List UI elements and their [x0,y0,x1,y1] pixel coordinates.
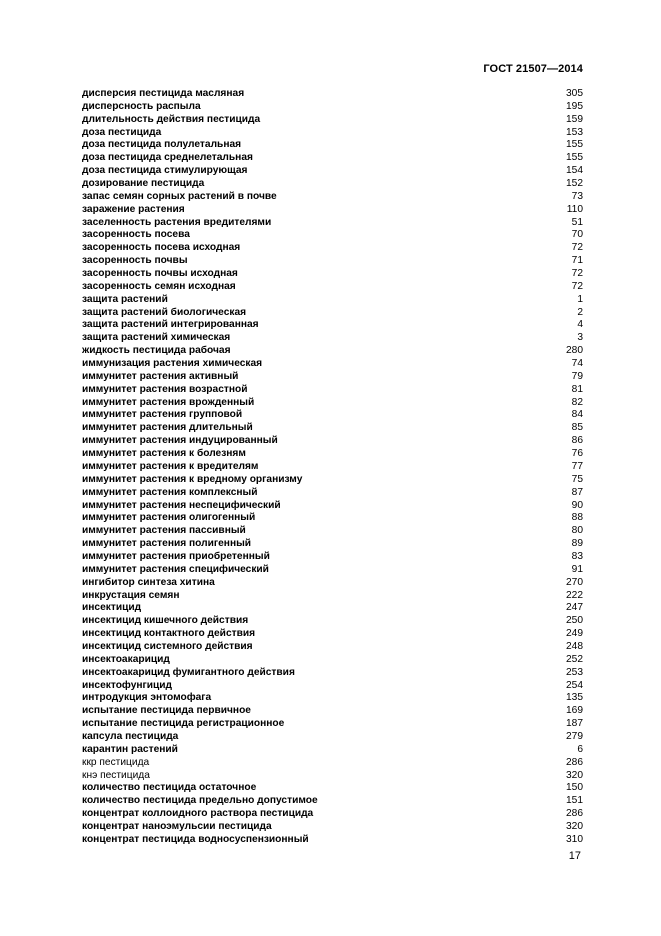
index-term: иммунитет растения к болезням [82,448,246,460]
index-entry [82,667,583,680]
index-term-number: 88 [571,512,583,524]
index-term: иммунитет растения специфический [82,563,269,575]
index-term: дисперсность распыла [82,100,201,112]
index-term-number: 89 [571,538,583,550]
index-term: ккр пестицида [82,756,150,768]
index-term: карантин растений [82,743,178,755]
index-term-number: 153 [566,126,583,138]
index-term-number: 286 [566,756,583,768]
index-term-number: 81 [571,383,583,395]
index-term-number: 72 [571,242,583,254]
index-entry [82,757,583,770]
index-term: доза пестицида среднелетальная [82,152,253,164]
index-term-number: 76 [571,448,583,460]
index-term-number: 150 [566,782,583,794]
index-term: иммунитет растения олигогенный [82,512,256,524]
index-term-number: 6 [577,743,583,755]
index-term-number: 222 [566,589,583,601]
index-term-number: 4 [577,319,583,331]
index-entry [82,590,583,603]
index-term-number: 75 [571,473,583,485]
index-term-number: 280 [566,345,583,357]
index-term: засоренность посева [82,229,190,241]
index-entry [82,88,583,101]
index-term: иммунитет растения неспецифический [82,499,281,511]
index-term-number: 159 [566,113,583,125]
index-entry [82,795,583,808]
index-entry [82,680,583,693]
index-term: количество пестицида остаточное [82,782,257,794]
index-entry [82,602,583,615]
index-term-number: 74 [571,358,583,370]
index-term-number: 90 [571,499,583,511]
index-term-number: 305 [566,88,583,99]
index-term-number: 310 [566,833,583,845]
index-entry [82,191,583,204]
index-term: иммунитет растения длительный [82,422,253,434]
index-entry [82,731,583,744]
index-term-number: 320 [566,820,583,832]
index-term: инсектицид кишечного действия [82,615,249,627]
index-term: иммунитет растения приобретенный [82,550,270,562]
index-term: иммунитет растения активный [82,370,239,382]
index-term: иммунитет растения к вредному организму [82,473,303,485]
index-term: засоренность почвы [82,255,188,267]
index-term: жидкость пестицида рабочая [82,345,231,357]
index-entry [82,641,583,654]
index-entry [82,744,583,757]
index-term-number: 85 [571,422,583,434]
index-term: интродукция энтомофага [82,692,212,704]
index-term: дозирование пестицида [82,178,205,190]
index-term: засоренность семян исходная [82,280,236,292]
index-entry [82,808,583,821]
index-term-number: 155 [566,152,583,164]
index-term: иммунитет растения пассивный [82,525,246,537]
index-term-number: 155 [566,139,583,151]
index-entry [82,217,583,230]
index-term-number: 248 [566,640,583,652]
index-entry [82,229,583,242]
index-entry [82,564,583,577]
index-entry [82,512,583,525]
index-entry [82,705,583,718]
index-term: запас семян сорных растений в почве [82,190,277,202]
index-entry [82,821,583,834]
index-entry [82,152,583,165]
index-term: засоренность почвы исходная [82,268,238,280]
index-term-number: 2 [577,306,583,318]
index-term-number: 80 [571,525,583,537]
index-term: заселенность растения вредителями [82,216,272,228]
index-entry [82,782,583,795]
index-term: заражение растения [82,203,185,215]
index-term: инсектофунгицид [82,679,173,691]
index-term-number: 270 [566,576,583,588]
index-entry [82,139,583,152]
index-term-number: 154 [566,165,583,177]
index-entry [82,307,583,320]
index-term-number: 152 [566,178,583,190]
index-entry [82,435,583,448]
index-term: защита растений химическая [82,332,231,344]
index-term-number: 250 [566,615,583,627]
index-term: капсула пестицида [82,730,179,742]
index-term-number: 79 [571,370,583,382]
index-term-number: 84 [571,409,583,421]
index-term-number: 279 [566,730,583,742]
index-term: иммунитет растения групповой [82,409,243,421]
index-term: иммунитет растения полигенный [82,538,252,550]
index-term-number: 51 [571,216,583,228]
index-term: доза пестицида [82,126,162,138]
index-entry [82,448,583,461]
index-entry [82,242,583,255]
index-term-number: 254 [566,679,583,691]
index-term-number: 72 [571,268,583,280]
index-entry [82,551,583,564]
index-entry [82,371,583,384]
index-entry [82,577,583,590]
index-term: испытание пестицида первичное [82,705,251,717]
index-term-number: 83 [571,550,583,562]
index-entry [82,500,583,513]
index-term: дисперсия пестицида масляная [82,88,245,99]
index-entry [82,615,583,628]
index-term-number: 253 [566,666,583,678]
index-entry [82,538,583,551]
index-term-number: 87 [571,486,583,498]
index-entry [82,409,583,422]
index-term-number: 71 [571,255,583,267]
index-term: инсектоакарицид [82,653,170,665]
index-term-number: 86 [571,435,583,447]
index-term: кнэ пестицида [82,769,150,781]
page-number: 17 [568,850,581,862]
index-term-number: 1 [577,293,583,305]
index-term: защита растений биологическая [82,306,247,318]
index-term-number: 187 [566,718,583,730]
index-entry [82,319,583,332]
index-term: защита растений интегрированная [82,319,259,331]
index-entry [82,165,583,178]
index-entry [82,345,583,358]
index-entry [82,294,583,307]
index-term: испытание пестицида регистрационное [82,718,285,730]
index-term-number: 110 [566,203,583,215]
index-entry [82,178,583,191]
index-entry [82,384,583,397]
index-entry [82,268,583,281]
index-term: концентрат коллоидного раствора пестицида [82,808,314,820]
index-term: защита растений [82,293,168,305]
index-entry [82,422,583,435]
index-entry [82,281,583,294]
index-term: иммунизация растения химическая [82,358,263,370]
index-term: концентрат наноэмульсии пестицида [82,820,272,832]
index-term-number: 72 [571,280,583,292]
index-term-number: 91 [571,563,583,575]
index-term-number: 249 [566,628,583,640]
index-entry [82,114,583,127]
index-term: иммунитет растения врожденный [82,396,255,408]
index-entry [82,487,583,500]
index-term-number: 151 [566,795,583,807]
index-term: ингибитор синтеза хитина [82,576,215,588]
index-entry [82,654,583,667]
index-entry [82,255,583,268]
index-term-number: 252 [566,653,583,665]
index-term: засоренность посева исходная [82,242,241,254]
index-term-number: 82 [571,396,583,408]
index-entry [82,525,583,538]
index-entry [82,718,583,731]
index-term: доза пестицида полулетальная [82,139,242,151]
index-term: иммунитет растения возрастной [82,383,248,395]
index-entry [82,332,583,345]
index-term: иммунитет растения к вредителям [82,460,259,472]
index-term-number: 77 [571,460,583,472]
index-entry [82,397,583,410]
index-term-number: 169 [566,705,583,717]
index-entry [82,474,583,487]
index-term-number: 320 [566,769,583,781]
index-term: инсектицид [82,602,142,614]
index-entry [82,358,583,371]
index-term: инкрустация семян [82,589,180,601]
index-term-number: 70 [571,229,583,241]
alphabetical-index-list [82,88,583,847]
index-entry [82,204,583,217]
index-term: доза пестицида стимулирующая [82,165,248,177]
index-term: инсектицид системного действия [82,640,253,652]
index-entry [82,461,583,474]
index-term-number: 286 [566,808,583,820]
index-term: концентрат пестицида водносуспензионный [82,833,309,845]
index-entry [82,692,583,705]
index-entry [82,834,583,847]
document-standard-header: ГОСТ 21507—2014 [483,63,583,75]
index-term: иммунитет растения комплексный [82,486,258,498]
index-term-number: 73 [571,190,583,202]
index-term: количество пестицида предельно допустимое [82,795,318,807]
index-term-number: 247 [566,602,583,614]
index-term: длительность действия пестицида [82,113,261,125]
index-term-number: 3 [577,332,583,344]
index-term: инсектоакарицид фумигантного действия [82,666,295,678]
index-term-number: 195 [566,100,583,112]
index-term: инсектицид контактного действия [82,628,256,640]
index-entry [82,127,583,140]
index-entry [82,770,583,783]
index-entry [82,628,583,641]
index-term: иммунитет растения индуцированный [82,435,278,447]
index-term-number: 135 [566,692,583,704]
index-entry [82,101,583,114]
